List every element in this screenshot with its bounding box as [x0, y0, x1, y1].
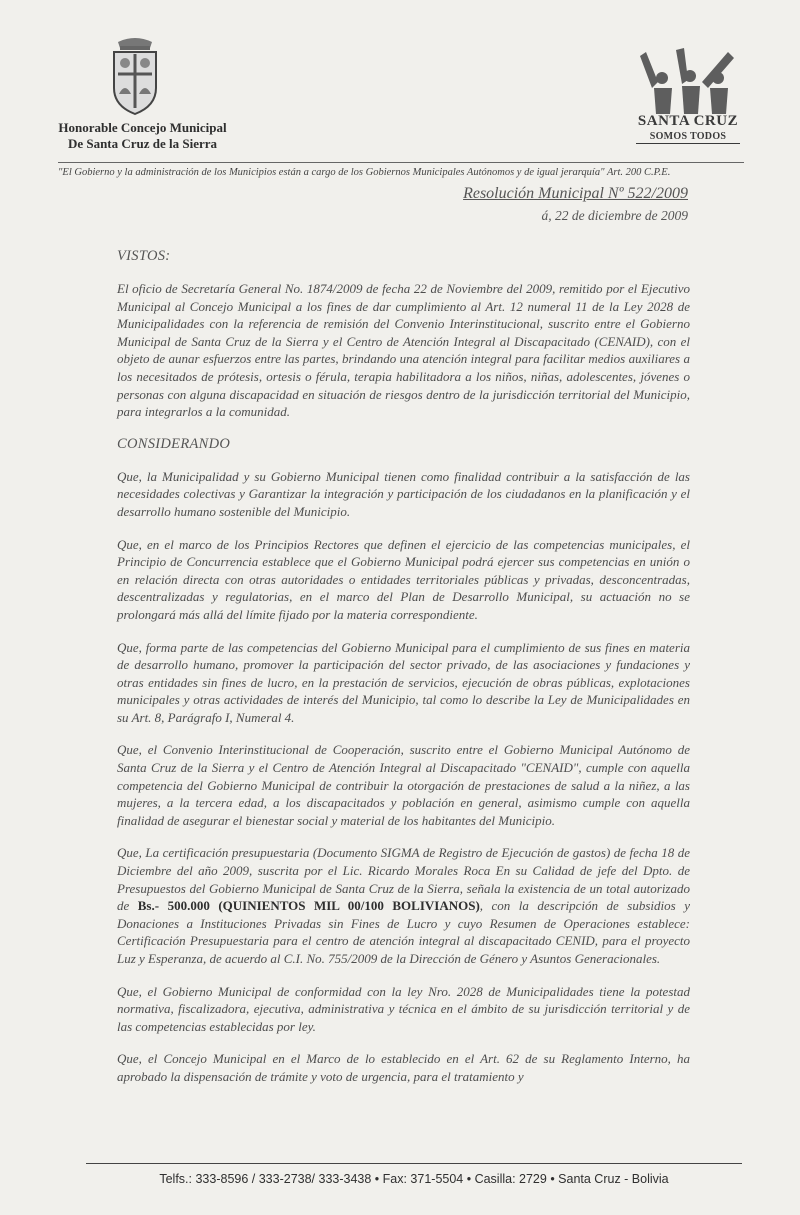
considerando-paragraph-2: Que, en el marco de los Principios Rectores que definen el ejercicio de las competencias municipales, el Principio de Concurrencia establece que el Gobierno Municipal podrá ejercer sus competencias en unión o en relación directa con otras autoridades o entidades territoriales públicas y privadas, desconcentradas, descentralizadas y regulatorias, en el marco del Plan de Desarrollo Municipal, su actuación no se prolongará más allá del límite fijado por la materia correspondiente. [117, 536, 690, 622]
council-name [30, 120, 255, 152]
considerando-paragraph-7: Que, el Concejo Municipal en el Marco de lo establecido en el Art. 62 de su Reglamento Interno, ha aprobado la dispensación de trámite y voto de urgencia, para el tratamiento y [117, 1051, 690, 1084]
considerando-paragraph-6: Que, el Gobierno Municipal de conformidad con la ley Nro. 2028 de Municipalidades tiene la potestad normativa, fiscalizadora, ejecutiva, administrativa y técnica en el ámbito de su jurisdicción territorial y de las competencias establecidas por ley. [117, 983, 690, 1034]
logo-subtitle: SOMOS TODOS [636, 131, 740, 144]
vistos-heading: VISTOS: [117, 248, 171, 264]
resolution-date: á, 22 de diciembre de 2009 [541, 208, 688, 223]
p5-text-start: Que, La certificación presupuestaria (Documento SIGMA de Registro de Ejecución de gastos) de fecha 18 de Diciembre del año 2009, suscrita por el Lic. Ricardo Morales Roca En su Calidad de jefe del Dpto. de Presupuestos del Gobierno Municipal de Santa Cruz de la Sierra, señala la existencia de un total autorizado de [117, 845, 690, 914]
vistos-paragraph: El oficio de Secretaría General No. 1874/2009 de fecha 22 de Noviembre del 2009, remitido por el Ejecutivo Municipal al Concejo Municipal a los fines de dar cumplimiento al Art. 12 numeral 11 de la Ley 2028 de Municipalidades con la referencia de remisión del Convenio Interinstitucional, suscrito entre el Gobierno Municipal de Santa Cruz de la Sierra y el Centro de Atención Integral al Discapacitado (CENAID), con el objeto de aunar esfuerzos entre las partes, brindando una atención integral para facilitar medios auxiliares a los necesitados de prótesis, ortesis o férula, terapia habilitadora a los niños, niñas, adolescentes, jóvenes o personas con alguna discapacidad en situación de riesgos dentro de la jurisdicción territorial del Municipio, para integrarlos a la comunidad. [117, 281, 690, 420]
contact-footer: Telfs.: 333-8596 / 333-2738/ 333-3438 • Fax: 371-5504 • Casilla: 2729 • Santa Cruz - Bolivia [159, 1172, 669, 1186]
considerando-paragraph-5 [117, 844, 690, 967]
budget-amount: Bs.- 500.000 (QUINIENTOS MIL 00/100 BOLIVIANOS) [137, 898, 480, 914]
constitution-quote: "El Gobierno y la administración de los Municipios están a cargo de los Gobiernos Municipales Autónomos y de igual jerarquía" Art. 200 C.P.E. [58, 167, 671, 178]
considerando-heading: CONSIDERANDO [117, 435, 231, 452]
letterhead [0, 0, 800, 160]
municipal-coat-of-arms-icon [104, 36, 166, 116]
considerando-paragraph-4: Que, el Convenio Interinstitucional de Cooperación, suscrito entre el Gobierno Municipal Autónomo de Santa Cruz de la Sierra y el Centro de Atención Integral al Discapacitado "CENAID", cumple con aquella competencia del Gobierno Municipal de contribuir la otorgación de prestaciones de salud a la niñez, a las mujeres, a la tercera edad, a los discapacitados y población en general, asimismo cumple con aquella finalidad de asegurar el bienestar social y material de los habitantes del Municipio. [117, 742, 690, 828]
considerando-paragraph-3: Que, forma parte de las competencias del Gobierno Municipal para el cumplimiento de sus fines en materia de desarrollo humano, promover la participación del sector privado, de las asociaciones y fundaciones y otras entidades sin fines de lucro, en la prestación de servicios, ejecución de obras públicas, explotaciones municipales y otras actividades de interés del Municipio, tal como lo describe la Ley de Municipalidades en su Art. 8, Parágrafo I, Numeral 4. [117, 639, 690, 725]
santa-cruz-figures-logo-icon [632, 48, 742, 116]
council-line-2: De Santa Cruz de la Sierra [67, 136, 218, 151]
document-body [117, 248, 690, 1101]
resolution-title: Resolución Municipal Nº 522/2009 [463, 185, 688, 202]
footer-divider [86, 1163, 742, 1164]
logo-title: SANTA CRUZ [637, 113, 739, 129]
header-divider [58, 162, 744, 163]
council-line-1: Honorable Concejo Municipal [58, 120, 227, 135]
considerando-paragraph-1: Que, la Municipalidad y su Gobierno Municipal tienen como finalidad contribuir a la satisfacción de las necesidades colectivas y Garantizar la integración y participación de los ciudadanos en la planificación y el desarrollo humano sostenible del Municipio. [117, 468, 690, 519]
p5-text-end: , con la descripción de subsidios y Donaciones a Instituciones Privadas sin Fines de Lucro y cuyo Resumen de Operaciones establece: Certificación Presupuestaria para el centro de atención integral al discapacitado CENID, para el proyecto Luz y Esperanza, de acuerdo al C.I. No. 755/2009 de la Dirección de Género y Asuntos Generacionales. [117, 898, 690, 966]
